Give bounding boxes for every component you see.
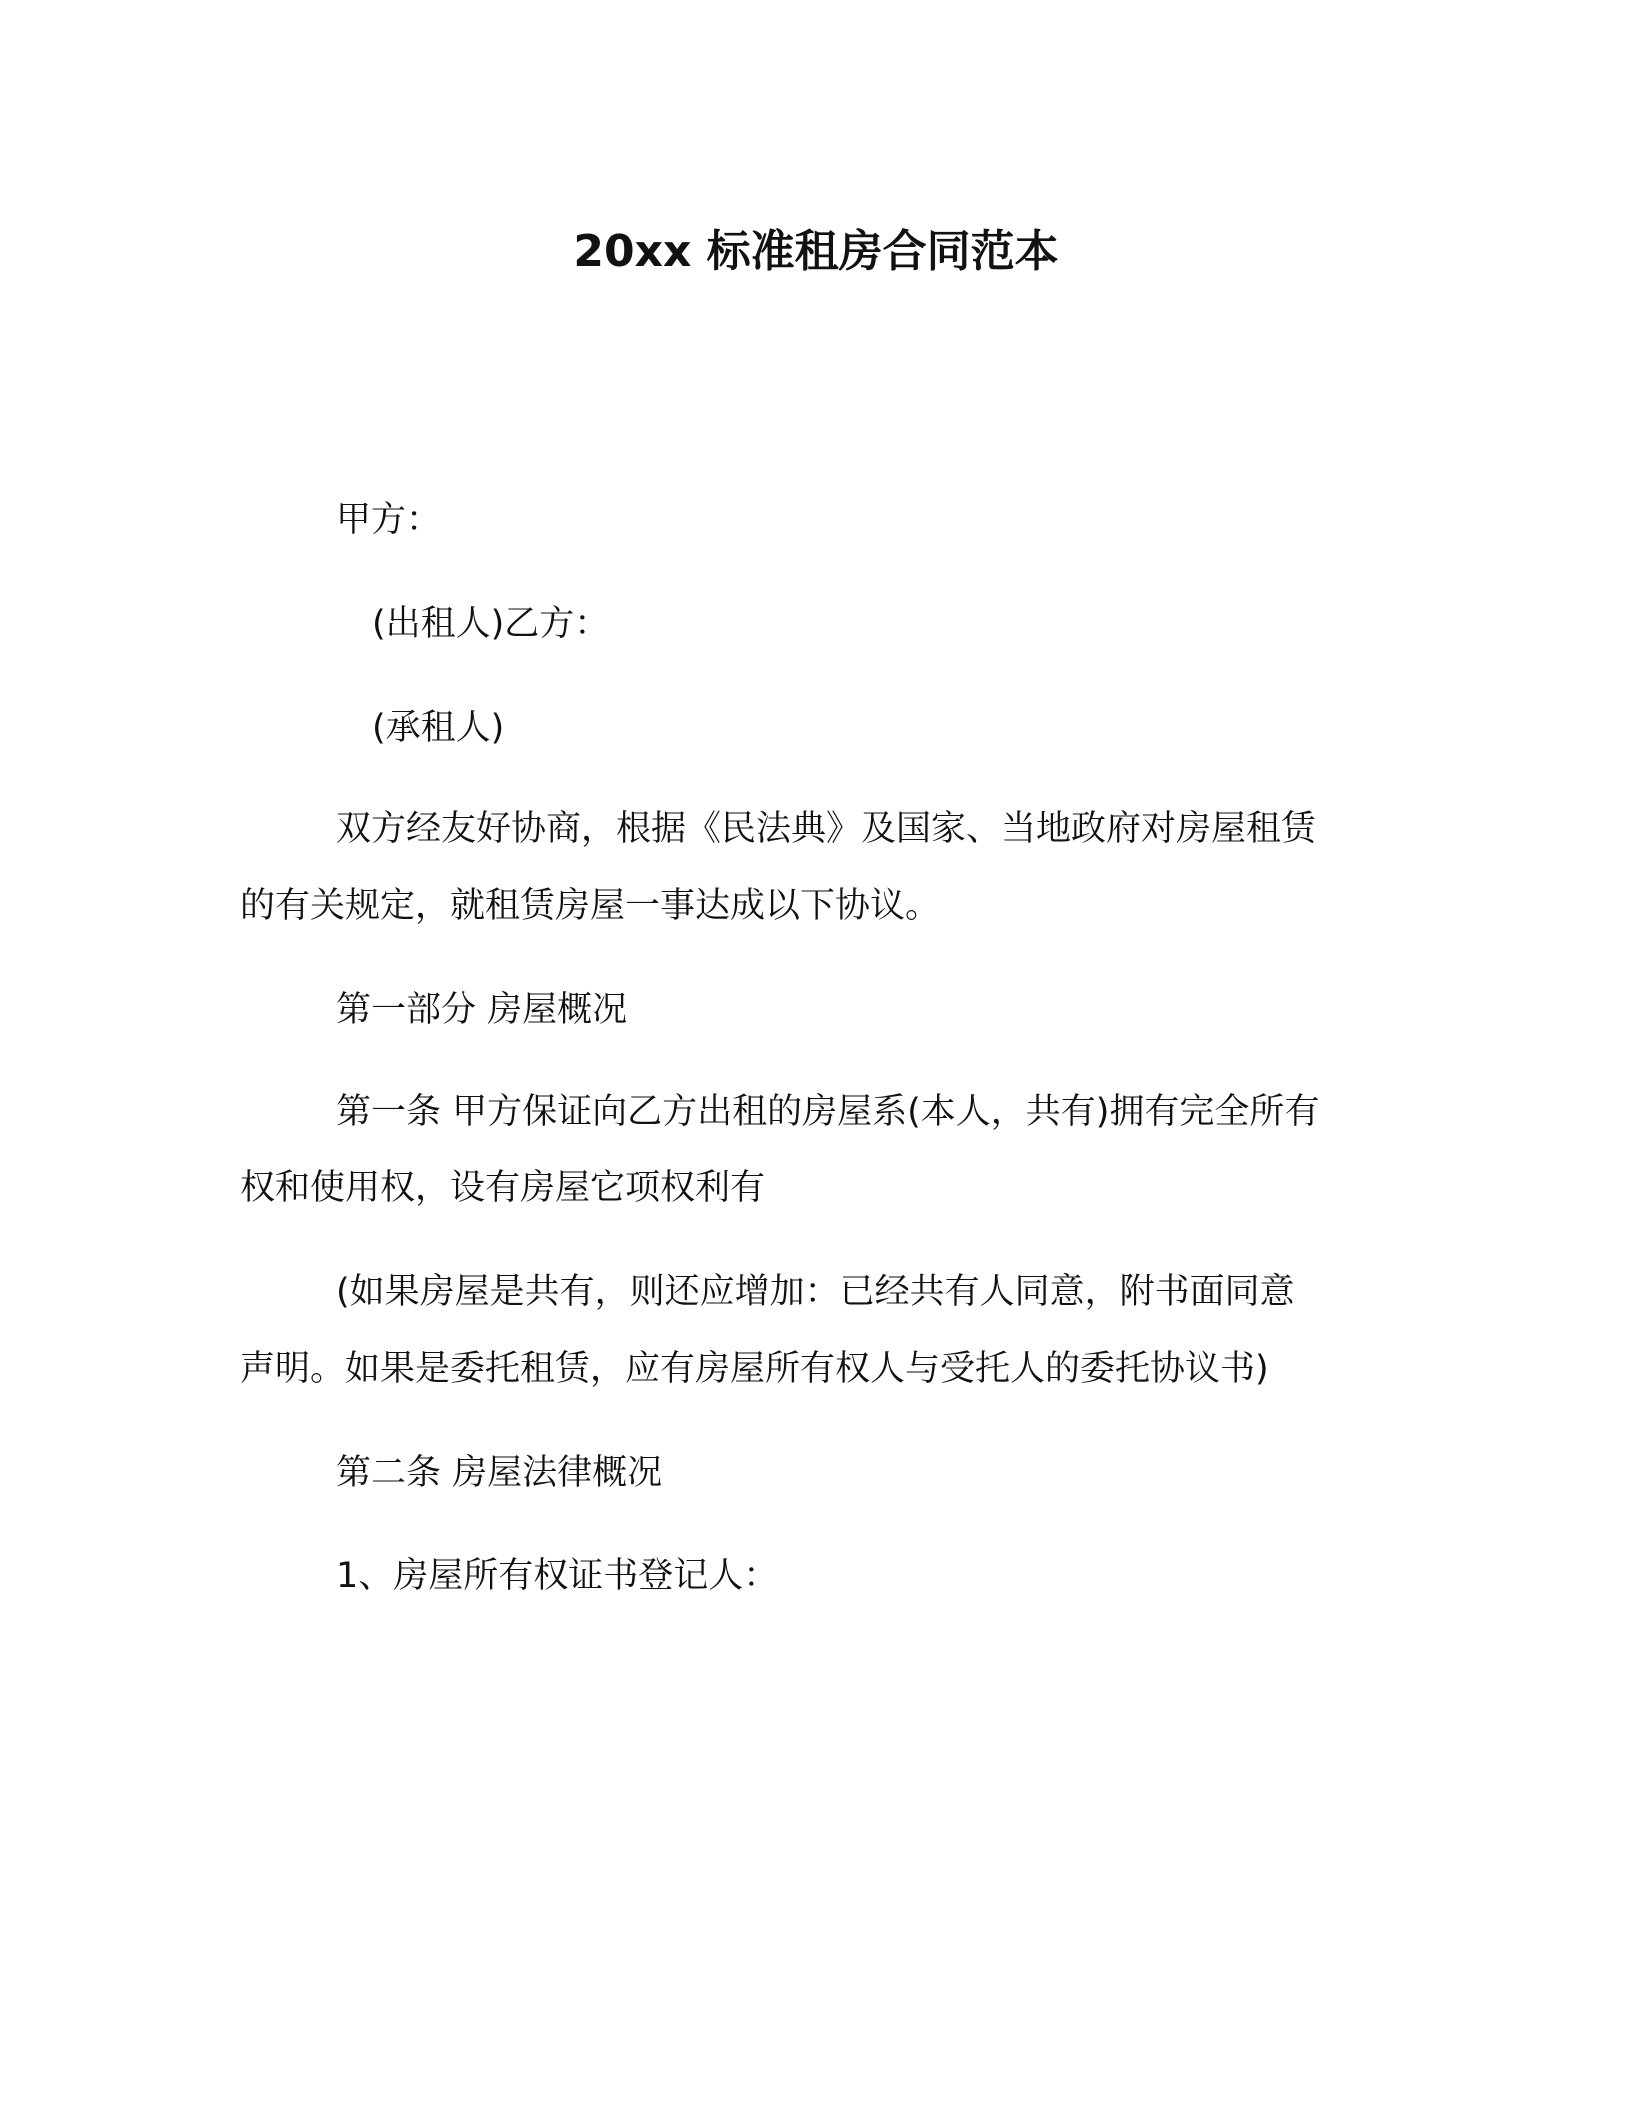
intro-paragraph-line-2: 的有关规定，就租赁房屋一事达成以下协议。: [240, 886, 941, 926]
note-paragraph-line-1: (如果房屋是共有，则还应增加：已经共有人同意，附书面同意: [336, 1272, 1295, 1312]
article-2-heading: 第二条 房屋法律概况: [336, 1453, 663, 1493]
article-1-line-2: 权和使用权，设有房屋它项权利有: [240, 1168, 766, 1208]
document-title: 20xx 标准租房合同范本: [573, 226, 1059, 277]
intro-paragraph-line-1: 双方经友好协商，根据《民法典》及国家、当地政府对房屋租赁: [336, 809, 1317, 849]
party-a-line: 甲方：: [336, 500, 442, 540]
section-heading-part-1: 第一部分 房屋概况: [336, 990, 628, 1030]
article-2-item-1: 1、房屋所有权证书登记人：: [336, 1556, 779, 1596]
article-1-line-1: 第一条 甲方保证向乙方出租的房屋系(本人，共有)拥有完全所有: [336, 1092, 1320, 1132]
tenant-line: (承租人): [372, 708, 505, 748]
note-paragraph-line-2: 声明。如果是委托租赁，应有房屋所有权人与受托人的委托协议书): [240, 1349, 1269, 1389]
party-b-line: (出租人)乙方：: [372, 604, 610, 644]
